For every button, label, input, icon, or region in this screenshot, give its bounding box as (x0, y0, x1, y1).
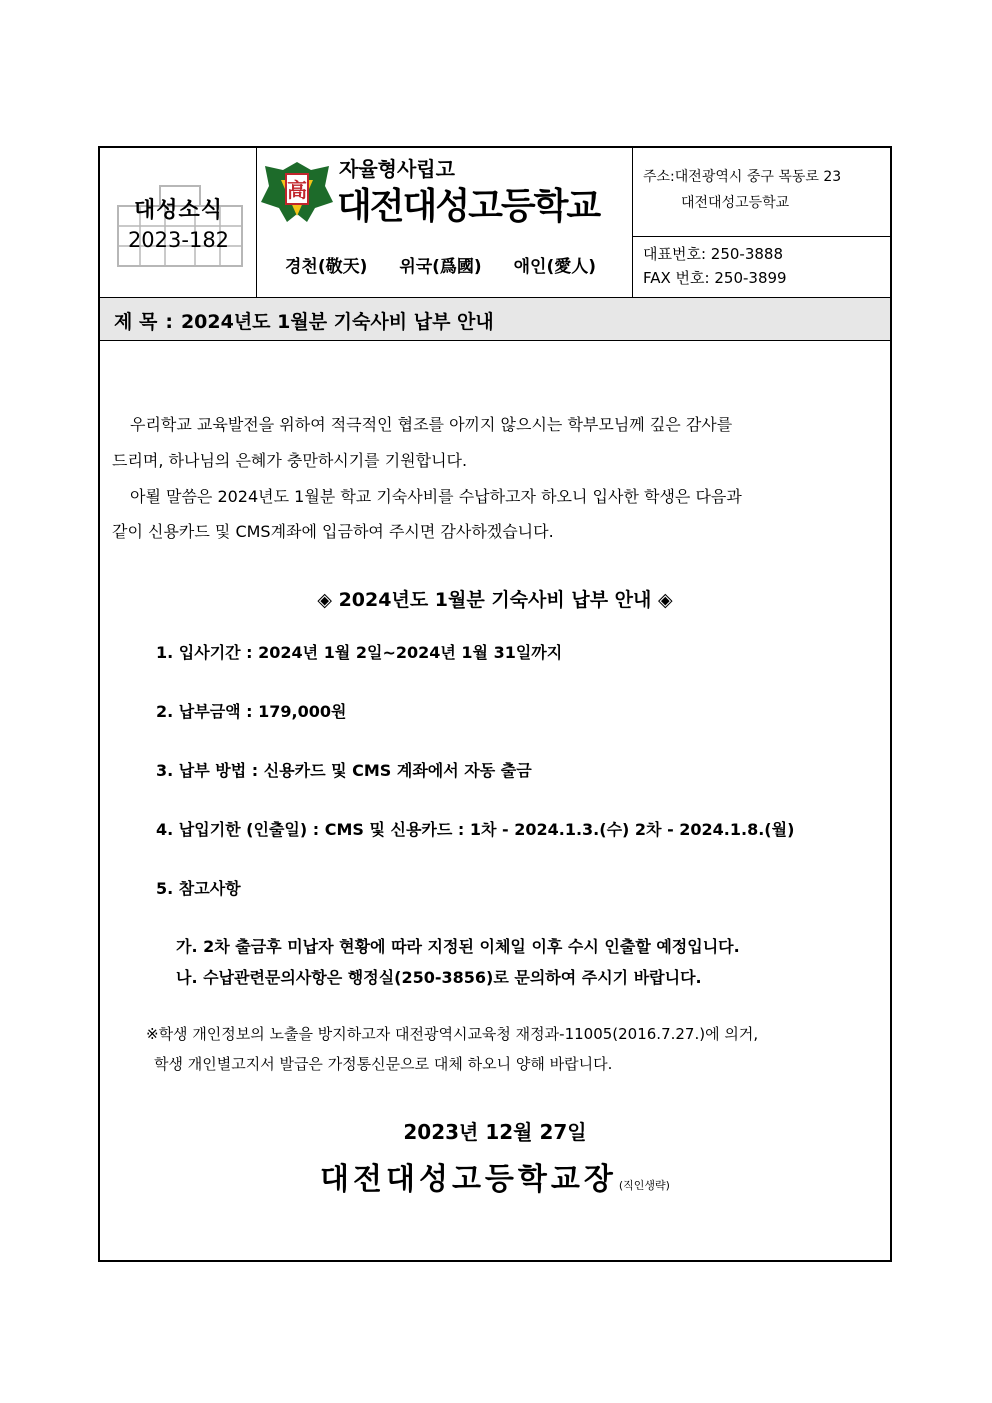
fax-number: FAX 번호: 250-3899 (643, 269, 787, 287)
address-line: 대전대성고등학교 (681, 195, 790, 211)
subject-title: 2024년도 1월분 기숙사비 납부 안내 (180, 311, 494, 333)
subject-label: 제 목 (114, 311, 158, 333)
info-item: 1. 입사기간 : 2024년 1월 2일~2024년 1월 31일까지 (156, 643, 563, 662)
principal-name: 대전대성고등학교장 (320, 1162, 617, 1197)
body-paragraph-line: 같이 신용카드 및 CMS계좌에 입금하여 주시면 감사하겠습니다. (112, 522, 554, 541)
seal-note: (직인생략) (618, 1179, 670, 1192)
document-header (100, 148, 890, 297)
body-paragraph-line: 드리며, 하나님의 은혜가 충만하시기를 기원합니다. (112, 451, 468, 470)
motto: 위국(爲國) (399, 257, 482, 277)
school-cell (257, 148, 633, 297)
section-title: ◈ 2024년도 1월분 기숙사비 납부 안내 ◈ (317, 589, 673, 611)
newsletter-number: 2023-182 (127, 228, 230, 252)
contact-cell (633, 148, 890, 297)
subject-line (114, 307, 494, 334)
school-type: 자율형사립고 (339, 157, 455, 181)
newsletter-title: 대성소식 (133, 198, 223, 223)
emblem-character: 高 (287, 178, 307, 202)
newsletter-cell (100, 148, 257, 297)
info-item: 4. 납입기한 (인출일) : CMS 및 신용카드 : 1차 - 2024.1.3.(수) 2차 - 2024.1.8.(월) (156, 820, 795, 839)
school-emblem-icon (259, 156, 335, 226)
motto: 애인(愛人) (513, 257, 597, 277)
principal-signature (100, 1154, 890, 1198)
phone-number: 대표번호: 250-3888 (643, 245, 783, 263)
issue-date: 2023년 12월 27일 (403, 1120, 587, 1144)
subject-separator: : (165, 311, 173, 333)
info-item: 3. 납부 방법 : 신용카드 및 CMS 계좌에서 자동 출금 (156, 761, 532, 780)
info-item: 2. 납부금액 : 179,000원 (156, 702, 347, 721)
subject-bar (100, 297, 890, 341)
info-item: 5. 참고사항 (156, 879, 241, 898)
document-frame (98, 146, 892, 1262)
school-name: 대전대성고등학교 (337, 186, 600, 227)
privacy-note: 학생 개인별고지서 발급은 가정통신문으로 대체 하오니 양해 바랍니다. (154, 1055, 613, 1073)
address-line: 주소:대전광역시 중구 목동로 23 (643, 169, 842, 185)
motto: 경천(敬天) (285, 257, 368, 277)
privacy-note: ※학생 개인정보의 노출을 방지하고자 대전광역시교육청 재정과-11005(2016.7.27.)에 의거, (146, 1025, 759, 1043)
body-paragraph-line: 아뢸 말씀은 2024년도 1월분 학교 기숙사비를 수납하고자 하오니 입사한 학생은 다음과 (130, 487, 742, 506)
reference-sub-item: 가. 2차 출금후 미납자 현황에 따라 지정된 이체일 이후 수시 인출할 예정입니다. (176, 937, 740, 956)
body-paragraph-line: 우리학교 교육발전을 위하여 적극적인 협조를 아끼지 않으시는 학부모님께 깊은 감사를 (130, 415, 733, 434)
school-mottos (285, 252, 622, 277)
divider (633, 236, 890, 237)
reference-sub-item: 나. 수납관련문의사항은 행정실(250-3856)로 문의하여 주시기 바랍니다. (176, 968, 702, 987)
